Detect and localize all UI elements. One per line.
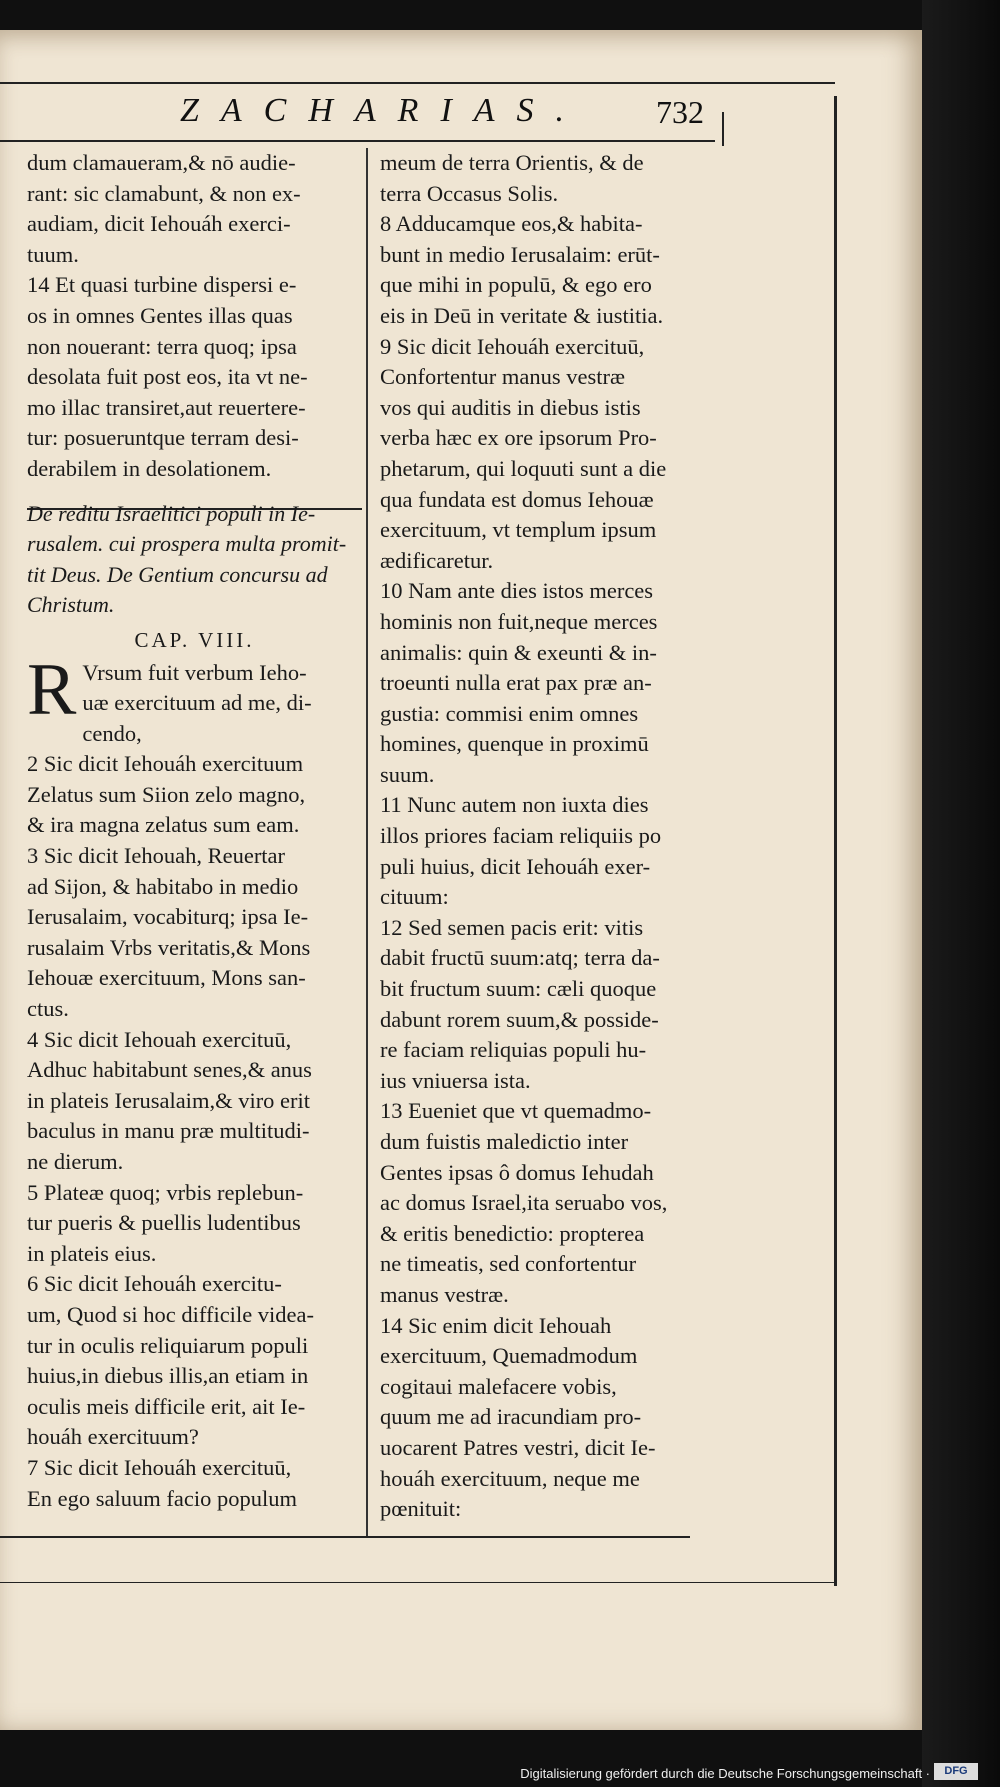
bottom-rule — [0, 1536, 690, 1538]
running-title: ZACHARIAS. — [180, 92, 587, 129]
text-line: puli huius, dicit Iehouáh exer- — [380, 853, 651, 879]
right-column — [380, 148, 705, 1525]
text-line: cituum: — [380, 884, 449, 910]
verse-7 — [27, 1453, 362, 1514]
text-line: dum clamaueram,& nō audie- — [27, 150, 296, 175]
text-line: que mihi in populū, & ego ero — [380, 272, 652, 298]
text-line: 2 Sic dicit Iehouáh exercituum — [27, 751, 304, 777]
bottom-margin-rule — [0, 1582, 835, 1583]
text-line: ac domus Israel,ita seruabo vos, — [380, 1190, 668, 1216]
text-line: oculis meis difficile erit, ait Ie- — [27, 1393, 306, 1419]
text-line: Gentes ipsas ô domus Iehudah — [380, 1159, 654, 1185]
text-line: & ira magna zelatus sum eam. — [27, 812, 300, 838]
text-line: Vrsum fuit verbum Ieho- — [82, 659, 307, 685]
text-line: dabunt rorem suum,& posside- — [380, 1006, 659, 1032]
scan-background — [922, 0, 1000, 1787]
text-line: manus vestræ. — [380, 1281, 509, 1307]
right-opening-passage — [380, 148, 705, 209]
text-line: 5 Plateæ quoq; vrbis replebun- — [27, 1179, 304, 1205]
text-line: rusalem. cui prospera multa promit- — [27, 531, 347, 557]
text-line: troeunti nulla erat pax præ an- — [380, 670, 652, 696]
text-line: um, Quod si hoc difficile videa- — [27, 1301, 315, 1327]
text-line: Confortentur manus vestræ — [380, 364, 625, 390]
verse-14-right — [380, 1311, 705, 1525]
verse-10 — [380, 576, 705, 790]
text-line: gustia: commisi enim omnes — [380, 700, 639, 726]
text-line: bit fructum suum: cæli quoque — [380, 976, 657, 1002]
text-line: hominis non fuit,neque merces — [380, 608, 658, 634]
text-line: qua fundata est domus Iehouæ — [380, 486, 654, 512]
text-line: 11 Nunc autem non iuxta dies — [380, 792, 649, 818]
text-line: 14 Et quasi turbine dispersi e- — [27, 272, 297, 298]
text-line: cendo, — [82, 720, 142, 746]
text-line: tit Deus. De Gentium concursu ad — [27, 561, 328, 587]
text-line: non nouerant: terra quoq; ipsa — [27, 333, 297, 359]
text-line: animalis: quin & exeunti & in- — [380, 639, 657, 665]
text-line: mo illac transiret,aut reuertere- — [27, 394, 306, 420]
text-line: phetarum, qui loquuti sunt a die — [380, 455, 667, 481]
text-line: ædificaretur. — [380, 547, 494, 573]
text-line: 10 Nam ante dies istos merces — [380, 578, 654, 604]
text-line: illos priores faciam reliquiis po — [380, 823, 662, 849]
text-line: tur in oculis reliquiarum populi — [27, 1332, 309, 1358]
text-line: tur pueris & puellis ludentibus — [27, 1210, 301, 1236]
left-column — [27, 148, 362, 1514]
text-line: 13 Eueniet que vt quemadmo- — [380, 1098, 652, 1124]
text-line: 8 Adducamque eos,& habita- — [380, 211, 643, 237]
text-line: ad Sijon, & habitabo in medio — [27, 873, 299, 899]
verse-6 — [27, 1269, 362, 1453]
column-divider — [366, 148, 368, 1538]
verse-2 — [27, 749, 362, 841]
page-number: 732 — [656, 94, 704, 130]
text-line: re faciam reliquias populi hu- — [380, 1037, 647, 1063]
verse-1 — [27, 648, 362, 750]
text-line: ne timeatis, sed confortentur — [380, 1251, 637, 1277]
text-line: ius vniuersa ista. — [380, 1067, 531, 1093]
header-tick — [722, 112, 724, 146]
verse-9 — [380, 332, 705, 577]
text-line: vos qui auditis in diebus istis — [380, 394, 641, 420]
header-rule — [0, 140, 715, 142]
verse-5 — [27, 1178, 362, 1270]
text-line: uæ exercituum ad me, di- — [82, 690, 312, 716]
text-line: ctus. — [27, 996, 69, 1022]
text-line: derabilem in desolationem. — [27, 455, 272, 481]
verse-14-left — [27, 270, 362, 484]
text-line: os in omnes Gentes illas quas — [27, 302, 293, 328]
text-line: ne dierum. — [27, 1149, 124, 1174]
text-line: Adhuc habitabunt senes,& anus — [27, 1057, 312, 1083]
text-line: 3 Sic dicit Iehouah, Reuertar — [27, 843, 286, 869]
text-line: suum. — [380, 761, 435, 787]
text-line: rant: sic clamabunt, & non ex- — [27, 180, 301, 206]
verse-3 — [27, 841, 362, 1025]
verse-13 — [380, 1096, 705, 1310]
chapter-summary — [27, 499, 362, 621]
text-line: verba hæc ex ore ipsorum Pro- — [380, 425, 657, 451]
text-line: Iehouæ exercituum, Mons san- — [27, 965, 306, 991]
text-line: quum me ad iracundiam pro- — [380, 1404, 642, 1430]
text-line: exercituum, vt templum ipsum — [380, 517, 657, 543]
text-line: dabit fructū suum:atq; terra da- — [380, 945, 660, 971]
text-line: in plateis eius. — [27, 1240, 157, 1266]
text-line: huius,in diebus illis,an etiam in — [27, 1363, 309, 1389]
text-line: uocarent Patres vestri, dicit Ie- — [380, 1434, 656, 1460]
text-line: in plateis Ierusalaim,& viro erit — [27, 1087, 311, 1113]
text-line: tur: posueruntque terram desi- — [27, 425, 299, 451]
text-line: bunt in medio Ierusalaim: erūt- — [380, 241, 660, 267]
verse-8 — [380, 209, 705, 331]
text-line: & eritis benedictio: propterea — [380, 1220, 645, 1246]
text-line: Christum. — [27, 592, 115, 618]
text-line: dum fuistis maledictio inter — [380, 1129, 629, 1154]
text-line: 9 Sic dicit Iehouáh exercituū, — [380, 333, 645, 359]
text-line: meum de terra Orientis, & de — [380, 150, 644, 175]
text-line: 6 Sic dicit Iehouáh exercitu- — [27, 1271, 282, 1297]
text-line: rusalaim Vrbs veritatis,& Mons — [27, 934, 311, 960]
chapter-heading: CAP. VIII. — [134, 627, 255, 652]
text-line: desolata fuit post eos, ita vt ne- — [27, 364, 308, 390]
text-line: Zelatus sum Siion zelo magno, — [27, 781, 306, 807]
text-line: En ego saluum facio populum — [27, 1485, 297, 1511]
verse-12 — [380, 913, 705, 1097]
left-opening-passage — [27, 148, 362, 270]
text-line: 12 Sed semen pacis erit: vitis — [380, 914, 644, 940]
text-line: De reditu Israelitici populi in Ie- — [27, 500, 316, 526]
top-rule — [0, 82, 835, 84]
text-line: homines, quenque in proximū — [380, 731, 649, 757]
verse-11 — [380, 790, 705, 912]
text-line: terra Occasus Solis. — [380, 180, 559, 206]
text-line: 4 Sic dicit Iehouah exercituū, — [27, 1026, 292, 1052]
dropcap-letter: R — [27, 648, 77, 731]
text-line: eis in Deū in veritate & iustitia. — [380, 302, 664, 328]
text-line: tuum. — [27, 241, 79, 267]
text-line: cogitaui malefacere vobis, — [380, 1373, 617, 1399]
text-line: pœnituit: — [380, 1496, 462, 1522]
text-line: houáh exercituum, neque me — [380, 1465, 640, 1491]
digitization-credit: Digitalisierung gefördert durch die Deutsche Forschungsgemeinschaft · — [520, 1766, 930, 1781]
verse-4 — [27, 1025, 362, 1178]
text-line: audiam, dicit Iehouáh exerci- — [27, 211, 291, 237]
text-line: 14 Sic enim dicit Iehouah — [380, 1312, 612, 1338]
text-line: houáh exercituum? — [27, 1424, 199, 1450]
verse-1-lines — [27, 648, 362, 750]
text-line: 7 Sic dicit Iehouáh exercituū, — [27, 1454, 292, 1480]
right-margin-rule — [834, 96, 837, 1586]
text-line: baculus in manu præ multitudi- — [27, 1118, 310, 1144]
text-line: exercituum, Quemadmodum — [380, 1343, 638, 1369]
text-line: Ierusalaim, vocabiturq; ipsa Ie- — [27, 904, 309, 930]
dfg-logo[interactable]: DFG — [934, 1763, 978, 1780]
